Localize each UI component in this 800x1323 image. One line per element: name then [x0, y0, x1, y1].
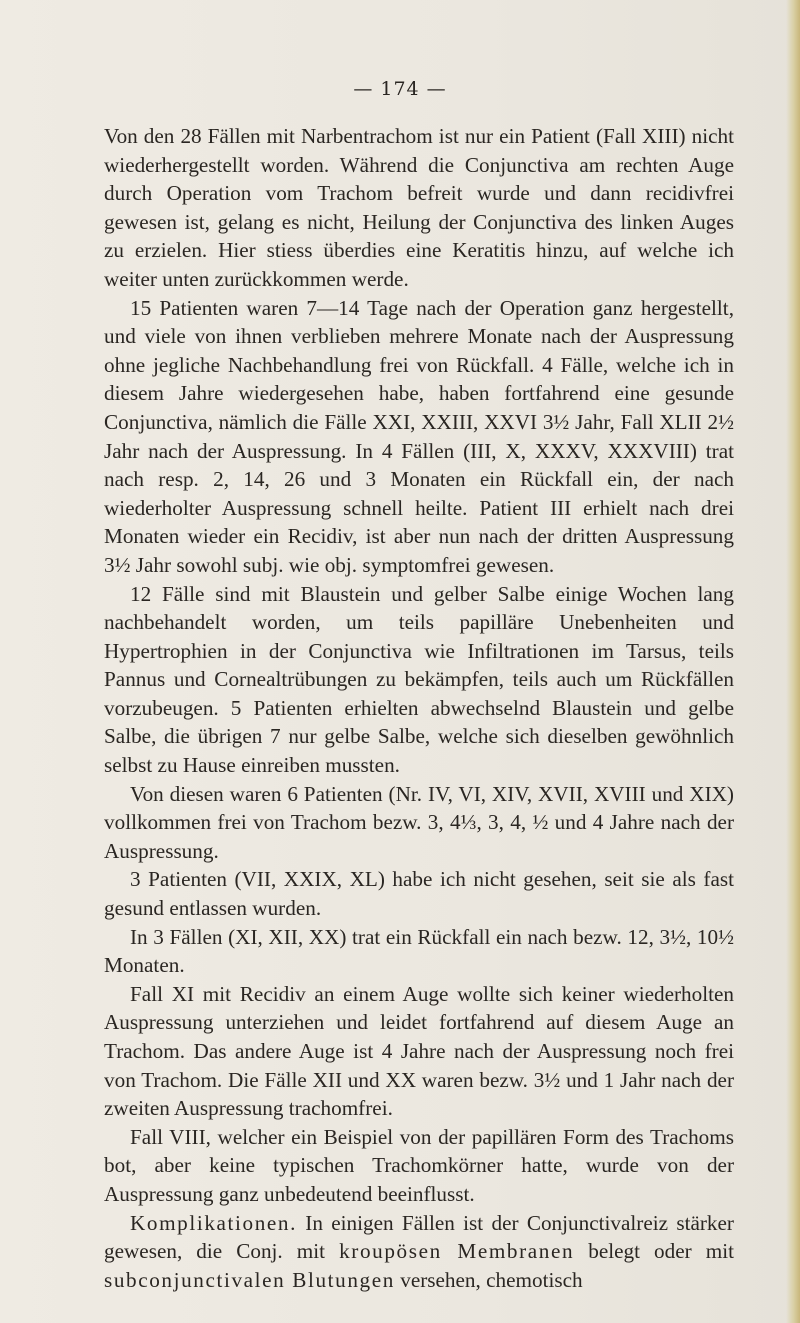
- paragraph-9: [104, 1209, 734, 1295]
- paragraph-5: 3 Patienten (VII, XXIX, XL) habe ich nicht gesehen, seit sie als fast gesund entlassen wurden.: [104, 867, 734, 921]
- paragraph-1: Von den 28 Fällen mit Narbentrachom ist nur ein Patient (Fall XIII) nicht wiederhergestellt worden. Während die Conjunctiva am rechten Auge durch Operation vom Trachom befreit wurde und dann recidivfrei gewesen ist, gelang es nicht, Heilung der Conjunctiva des linken Auges zu erzielen. Hier stiess überdies eine Keratitis hinzu, auf welche ich weiter unten zurückkommen werde.: [104, 124, 734, 291]
- paragraph-2: 15 Patienten waren 7—14 Tage nach der Operation ganz hergestellt, und viele von ihnen verblieben mehrere Monate nach der Auspressung ohne jegliche Nachbehandlung frei von Rückfall. 4 Fälle, welche ich in diesem Jahre wiedergesehen habe, haben fortfahrend eine gesunde Conjunctiva, nämlich die Fälle XXI, XXIII, XXVI 3½ Jahr, Fall XLII 2½ Jahr nach der Auspressung. In 4 Fällen (III, X, XXXV, XXXVIII) trat nach resp. 2, 14, 26 und 3 Monaten ein Rückfall ein, der nach wiederholter Auspressung schnell heilte. Patient III erhielt nach drei Monaten wieder ein Recidiv, ist aber nun nach der dritten Auspressung 3½ Jahr sowohl subj. wie obj. symptomfrei gewesen.: [104, 295, 734, 577]
- paragraph-8: Fall VIII, welcher ein Beispiel von der papillären Form des Trachoms bot, aber keine typischen Trachomkörner hatte, wurde von der Auspressung ganz unbedeutend beeinflusst.: [104, 1124, 734, 1206]
- spaced-term-kroupoesen-membranen: kroupösen Membranen: [339, 1239, 575, 1264]
- paragraph-4: Von diesen waren 6 Patienten (Nr. IV, VI, XIV, XVII, XVIII und XIX) vollkommen frei von Trachom bezw. 3, 4⅓, 3, 4, ½ und 4 Jahre nach der Auspressung.: [104, 781, 734, 863]
- page-number: — 174 —: [353, 78, 447, 100]
- paragraph-9-text-b: belegt oder mit: [574, 1239, 735, 1264]
- page-edge-shading: [786, 0, 800, 1323]
- spaced-term-subconjunctivalen-blutungen: subconjunctivalen Blutungen: [104, 1267, 395, 1292]
- paragraph-6: In 3 Fällen (XI, XII, XX) trat ein Rückfall ein nach bezw. 12, 3½, 10½ Monaten.: [104, 924, 734, 978]
- paragraph-9-text-a: In einigen Fällen ist der Conjunctivalreiz stärker gewesen, die Conj. mit: [104, 1210, 734, 1264]
- section-lead-komplikationen: Komplikationen.: [130, 1210, 297, 1235]
- paragraph-3: 12 Fälle sind mit Blaustein und gelber Salbe einige Wochen lang nachbehandelt worden, um teils papilläre Unebenheiten und Hypertrophien in der Conjunctiva wie Infiltrationen im Tarsus, teils Pannus und Cornealtrübungen zu bekämpfen, teils auch um Rückfällen vorzubeugen. 5 Patienten erhielten abwechselnd Blaustein und gelbe Salbe, die übrigen 7 nur gelbe Salbe, welche sich dieselben gewöhnlich selbst zu Hause einreiben mussten.: [104, 581, 734, 778]
- paragraph-7: Fall XI mit Recidiv an einem Auge wollte sich keiner wiederholten Auspressung unterziehen und leidet fortfahrend auf diesem Auge an Trachom. Das andere Auge ist 4 Jahre nach der Auspressung noch frei von Trachom. Die Fälle XII und XX waren bezw. 3½ und 1 Jahr nach der zweiten Auspressung trachomfrei.: [104, 981, 734, 1121]
- paragraph-9-text-c: versehen, chemotisch: [394, 1267, 583, 1292]
- body-text: [104, 122, 734, 1294]
